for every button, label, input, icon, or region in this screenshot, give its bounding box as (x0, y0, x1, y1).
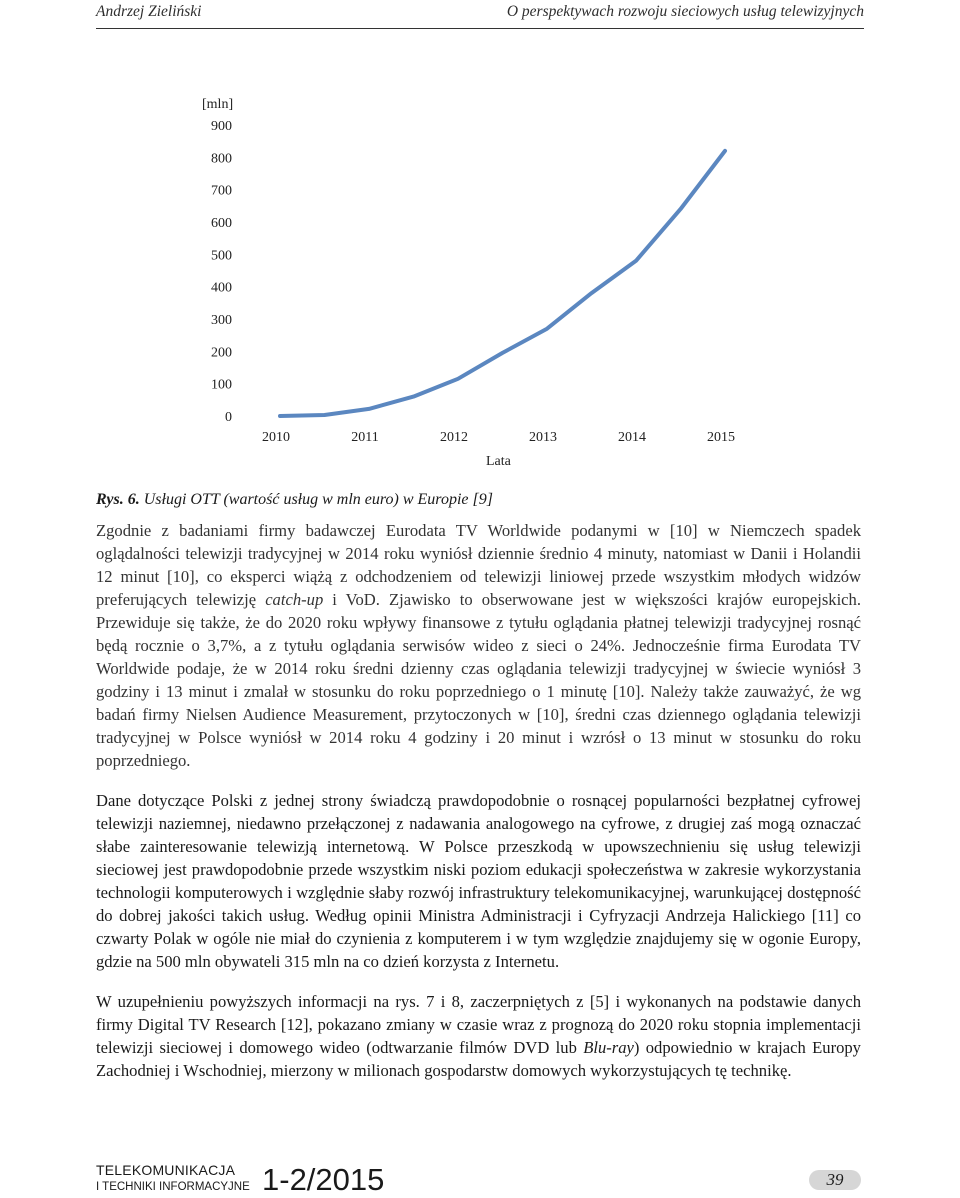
series-line (280, 151, 725, 416)
x-tick-label: 2010 (262, 430, 290, 445)
paragraph-3-emphasis: Blu-ray (583, 1038, 634, 1057)
paragraph-3 (96, 990, 861, 1082)
page-number: 39 (809, 1170, 861, 1190)
paragraph-1-tail: i VoD. Zjawisko to obserwowane jest w większości krajów europejskich. (332, 590, 861, 609)
paragraph-3-tail: ) odpowiednio w krajach Europy Zachodniej i Wschodniej, mierzony w milionach gospodarstw domowych wykorzystujących tę technikę. (96, 1038, 861, 1080)
running-header (96, 0, 864, 29)
x-tick-label: 2014 (618, 430, 646, 445)
header-author: Andrzej Zieliński (96, 3, 202, 20)
figure-caption-text: Usługi OTT (wartość usług w mln euro) w Europie [9] (143, 491, 493, 508)
y-tick-label: 300 (211, 313, 232, 328)
figure-number: Rys. 6. (96, 491, 140, 508)
x-tick-label: 2013 (529, 430, 557, 445)
y-tick-label: 200 (211, 345, 232, 361)
y-tick-label: 100 (211, 377, 232, 393)
paragraph-1 (96, 519, 861, 772)
x-tick-label: 2011 (351, 430, 379, 445)
x-tick-labels (262, 430, 735, 445)
paragraph-2: Dane dotyczące Polski z jednej strony świadczą prawdopodobnie o rosnącej popularności bezpłatnej cyfrowej telewizji naziemnej, niedawno przełączonej z nadawania analogowego na cyfrowe, z drugiej zaś mogą oznaczać słabe zainteresowanie telewizją internetową. W Polsce przeszkodą w upowszechnieniu się usług telewizji sieciowej jest prawdopodobnie przede wszystkim niski poziom edukacji społeczeństwa w zakresie wykorzystania technologii komputerowych i względnie słaby rozwój infrastruktury telekomunikacyjnej, warunkującej dostępność do dobrej jakości takich usług. Według opinii Ministra Administracji i Cyfryzacji Andrzeja Halickiego [11] co czwarty Polak w ogóle nie miał do czynienia z komputerem i w tym względzie znajdujemy się w ogonie Europy, gdzie na 500 mln obywateli 315 mln na co dzień korzysta z Internetu. (96, 791, 861, 971)
y-tick-label: 600 (211, 216, 232, 231)
y-tick-label: 500 (211, 248, 232, 264)
y-tick-labels (211, 119, 232, 425)
journal-name-line2: I TECHNIKI INFORMACYJNE (96, 1181, 250, 1193)
y-tick-label: 700 (211, 183, 232, 199)
x-tick-label: 2015 (707, 430, 735, 445)
issue-number: 1-2/2015 (262, 1162, 385, 1197)
x-tick-label: 2012 (440, 430, 468, 445)
y-tick-label: 800 (211, 151, 232, 167)
figure-caption (96, 489, 866, 510)
article-body (96, 519, 861, 1082)
header-title: O perspektywach rozwoju sieciowych usług telewizyjnych (506, 3, 864, 20)
ott-line-chart (190, 88, 750, 476)
y-tick-label: 900 (211, 119, 232, 134)
y-axis-unit-label: [mln] (202, 97, 234, 112)
paragraph-1-text: Zgodnie z badaniami firmy badawczej Eurodata TV Worldwide podanymi w [10] w Niemczech spadek oglądalności telewizji tradycyjnej w 2014 roku wyniósł dziennie średnio 4 minuty, natomiast w Danii i Holandii 12 minut [10], co eksperci wiążą z odchodzeniem od telewizji liniowej przede wszystkim młodych widzów preferujących telewizję (96, 521, 861, 609)
paragraph-1-rest: Przewiduje się także, że do 2020 roku wpływy finansowe z tytułu oglądania płatnej telewizji tradycyjnej rosnąć będą rocznie o 3,7%, a z tytułu oglądania serwisów wideo z sieci o 24%. Jednocześnie firma Eurodata TV Worldwide podaje, że w 2014 roku średni dzienny czas oglądania telewizji tradycyjnej w świecie wyniósł 3 godziny i 13 minut i zmalał w stosunku do roku poprzedniego o 1 minutę [10]. Należy także zauważyć, że wg badań firmy Nielsen Audience Measurement, przytoczonych w [10], średni czas dziennego oglądania telewizji tradycyjnej w Polsce wyniósł w 2014 roku 4 godziny i 20 minut i wzrósł o 13 minut w stosunku do roku poprzedniego. (96, 613, 861, 770)
x-axis-label: Lata (486, 454, 511, 469)
paragraph-3-text: W uzupełnieniu powyższych informacji na rys. 7 i 8, zaczerpniętych z [5] i wykonanych na podstawie danych firmy Digital TV Research [12], pokazano zmiany w czasie wraz z prognozą do 2020 roku stopnia implementacji telewizji sieciowej i domowego wideo (odtwarzanie filmów DVD lub (96, 992, 861, 1057)
y-tick-label: 400 (211, 280, 232, 296)
journal-name-line1: TELEKOMUNIKACJA (96, 1162, 236, 1178)
page-footer (96, 1162, 864, 1198)
y-tick-label: 0 (225, 410, 232, 425)
paragraph-1-emphasis: catch-up (265, 590, 324, 609)
